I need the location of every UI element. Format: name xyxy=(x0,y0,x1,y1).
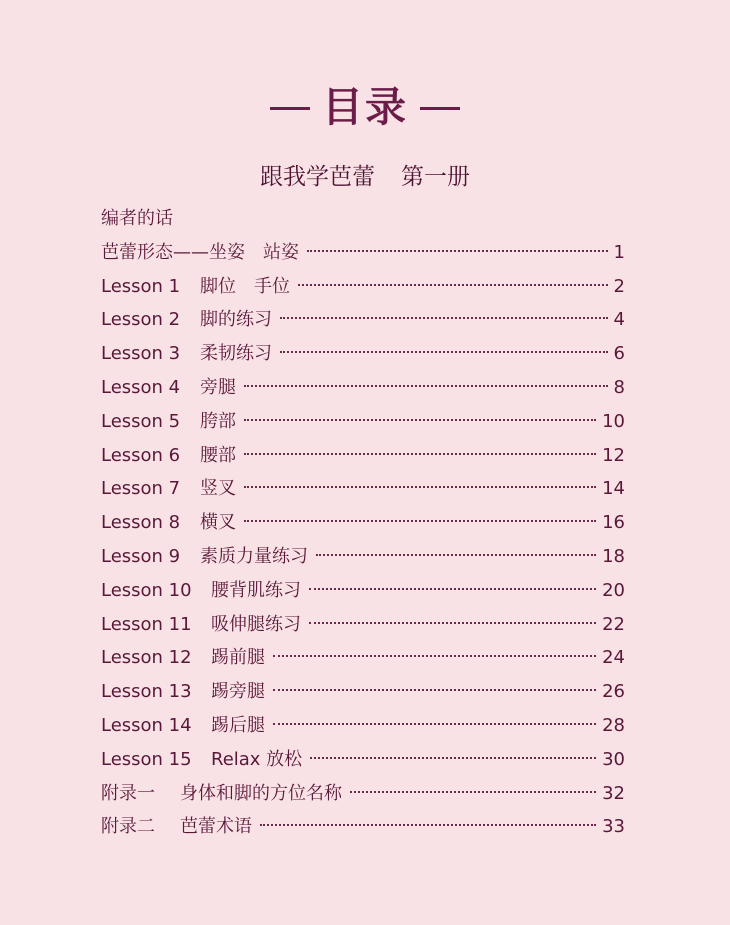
dot-leader xyxy=(273,689,596,691)
toc-lesson-label: Lesson 8 xyxy=(101,512,181,534)
toc-row-lesson-13[interactable] xyxy=(101,675,625,709)
toc-lesson-label: Lesson 15 xyxy=(101,748,192,770)
toc-entry-title: Relax 放松 xyxy=(211,748,303,770)
toc-entry-title: 芭蕾术语 xyxy=(180,816,252,838)
dot-leader xyxy=(316,554,596,556)
toc-lesson-label: Lesson 14 xyxy=(101,714,192,736)
dot-leader xyxy=(350,791,596,793)
toc-page-number: 12 xyxy=(602,444,625,466)
toc-lesson-label: Lesson 4 xyxy=(101,376,181,398)
table-of-contents xyxy=(101,202,625,844)
dot-leader xyxy=(260,824,596,826)
toc-row-lesson-12[interactable] xyxy=(101,641,625,675)
toc-row-lesson-15[interactable] xyxy=(101,743,625,777)
toc-entry-title: 腰背肌练习 xyxy=(211,579,301,601)
toc-row-lesson-6[interactable] xyxy=(101,439,625,473)
toc-page-number: 18 xyxy=(602,545,625,567)
toc-page-number: 16 xyxy=(602,512,625,534)
toc-page-number: 28 xyxy=(602,714,625,736)
toc-row-lesson-2[interactable] xyxy=(101,303,625,337)
toc-row-lesson-8[interactable] xyxy=(101,506,625,540)
toc-entry-title: 芭蕾形态——坐姿 站姿 xyxy=(101,241,299,263)
toc-entry-title: 竖叉 xyxy=(200,478,236,500)
toc-page-number: 2 xyxy=(613,275,625,297)
toc-appendix-label: 附录一 xyxy=(101,782,155,804)
dot-leader xyxy=(280,351,608,353)
toc-entry-title: 踢前腿 xyxy=(211,647,265,669)
page-title xyxy=(0,82,730,132)
toc-page-number: 22 xyxy=(602,613,625,635)
toc-row-lesson-11[interactable] xyxy=(101,608,625,642)
toc-lesson-label: Lesson 9 xyxy=(101,545,181,567)
toc-row-appendix-2[interactable] xyxy=(101,810,625,844)
toc-lesson-label: Lesson 6 xyxy=(101,444,181,466)
toc-entry-title: 踢旁腿 xyxy=(211,681,265,703)
toc-row-lesson-3[interactable] xyxy=(101,337,625,371)
toc-entry-title: 柔韧练习 xyxy=(200,343,272,365)
toc-page-number: 20 xyxy=(602,579,625,601)
dot-leader xyxy=(310,757,596,759)
toc-row-lesson-7[interactable] xyxy=(101,472,625,506)
toc-page-number: 4 xyxy=(613,309,625,331)
dot-leader xyxy=(307,250,608,252)
toc-row-posture[interactable] xyxy=(101,236,625,270)
toc-row-lesson-10[interactable] xyxy=(101,574,625,608)
title-dash-left xyxy=(270,107,310,110)
toc-entry-title: 脚位 手位 xyxy=(200,275,290,297)
toc-entry-title: 横叉 xyxy=(200,512,236,534)
toc-row-lesson-14[interactable] xyxy=(101,709,625,743)
toc-row-lesson-1[interactable] xyxy=(101,270,625,304)
book-volume: 第一册 xyxy=(401,164,470,190)
toc-page-number: 32 xyxy=(602,782,625,804)
toc-row-lesson-4[interactable] xyxy=(101,371,625,405)
dot-leader xyxy=(298,284,608,286)
toc-lesson-label: Lesson 13 xyxy=(101,681,192,703)
toc-entry-title: 脚的练习 xyxy=(200,309,272,331)
book-title-text: 跟我学芭蕾 xyxy=(260,164,375,190)
toc-appendix-label: 附录二 xyxy=(101,816,155,838)
dot-leader xyxy=(273,655,596,657)
toc-entry-title: 踢后腿 xyxy=(211,714,265,736)
toc-lesson-label: Lesson 12 xyxy=(101,647,192,669)
toc-entry-title: 素质力量练习 xyxy=(200,545,308,567)
toc-entry-title: 身体和脚的方位名称 xyxy=(180,782,342,804)
toc-page-number: 6 xyxy=(613,343,625,365)
dot-leader xyxy=(244,486,596,488)
toc-row-preface[interactable] xyxy=(101,202,625,236)
toc-lesson-label: Lesson 11 xyxy=(101,613,192,635)
toc-entry-title: 腰部 xyxy=(200,444,236,466)
dot-leader xyxy=(244,520,596,522)
title-dash-right xyxy=(420,107,460,110)
book-title xyxy=(0,162,730,192)
toc-entry-title: 胯部 xyxy=(200,410,236,432)
toc-row-lesson-9[interactable] xyxy=(101,540,625,574)
page-title-text: 目录 xyxy=(322,83,408,131)
dot-leader xyxy=(244,385,608,387)
dot-leader xyxy=(280,317,608,319)
toc-entry-title: 编者的话 xyxy=(101,208,173,229)
toc-entry-title: 吸伸腿练习 xyxy=(211,613,301,635)
toc-page-number: 10 xyxy=(602,410,625,432)
toc-page-number: 33 xyxy=(602,816,625,838)
dot-leader xyxy=(244,419,596,421)
toc-page-number: 8 xyxy=(613,376,625,398)
dot-leader xyxy=(309,622,596,624)
dot-leader xyxy=(244,453,596,455)
toc-page-number: 30 xyxy=(602,748,625,770)
toc-page-number: 26 xyxy=(602,681,625,703)
toc-page-number: 14 xyxy=(602,478,625,500)
toc-lesson-label: Lesson 10 xyxy=(101,579,192,601)
toc-lesson-label: Lesson 5 xyxy=(101,410,181,432)
toc-page-number: 24 xyxy=(602,647,625,669)
toc-entry-title: 旁腿 xyxy=(200,376,236,398)
dot-leader xyxy=(309,588,596,590)
toc-lesson-label: Lesson 7 xyxy=(101,478,181,500)
toc-row-lesson-5[interactable] xyxy=(101,405,625,439)
dot-leader xyxy=(273,723,596,725)
toc-row-appendix-1[interactable] xyxy=(101,777,625,811)
toc-lesson-label: Lesson 2 xyxy=(101,309,181,331)
toc-lesson-label: Lesson 1 xyxy=(101,275,181,297)
toc-lesson-label: Lesson 3 xyxy=(101,343,181,365)
toc-page-number: 1 xyxy=(613,241,625,263)
